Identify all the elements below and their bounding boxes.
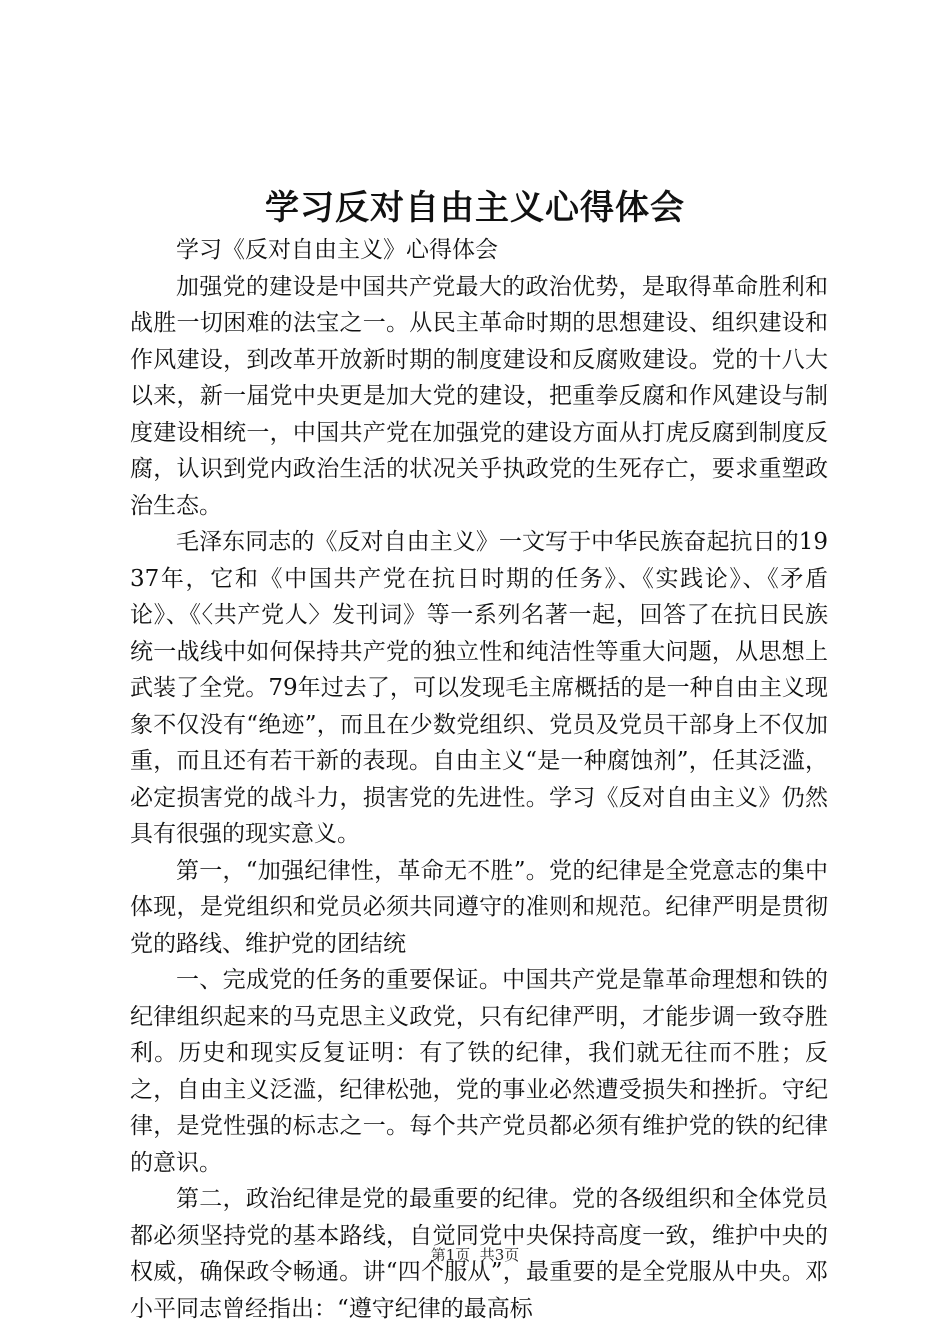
document-body xyxy=(130,232,828,1327)
page-number-footer: 第1页 共3页 xyxy=(430,1246,520,1264)
subtitle-paragraph: 学习《反对自由主义》心得体会 xyxy=(176,237,498,263)
body-paragraph: 毛泽东同志的《反对自由主义》一文写于中华民族奋起抗日的1937年，它和《中国共产党在抗日时期的任务》、《实践论》、《矛盾论》、《〈共产党人〉发刊词》等一系列名著一起，回答了在抗日民族统一战线中如何保持共产党的独立性和纯洁性等重大问题，从思想上武装了全党。79年过去了，可以发现毛主席概括的是一种自由主义现象不仅没有“绝迹”，而且在少数党组织、党员及党员干部身上不仅加重，而且还有若干新的表现。自由主义“是一种腐蚀剂”，任其泛滥，必定损害党的战斗力，损害党的先进性。学习《反对自由主义》仍然具有很强的现实意义。 xyxy=(130,529,828,847)
body-paragraph: 加强党的建设是中国共产党最大的政治优势，是取得革命胜利和战胜一切困难的法宝之一。从民主革命时期的思想建设、组织建设和作风建设，到改革开放新时期的制度建设和反腐败建设。党的十八大以来，新一届党中央更是加大党的建设，把重拳反腐和作风建设与制度建设相统一，中国共产党在加强党的建设方面从打虎反腐到制度反腐，认识到党内政治生活的状况关乎执政党的生死存亡，要求重塑政治生态。 xyxy=(130,273,828,519)
document-title: 学习反对自由主义心得体会 xyxy=(265,188,685,228)
body-paragraph: 第二，政治纪律是党的最重要的纪律。党的各级组织和全体党员都必须坚持党的基本路线，自觉同党中央保持高度一致，维护中央的权威，确保政令畅通。讲“四个服从”，最重要的是全党服从中央。邓小平同志曾经指出：“遵守纪律的最高标 xyxy=(130,1186,828,1322)
body-paragraph: 第一，“加强纪律性，革命无不胜”。党的纪律是全党意志的集中体现，是党组织和党员必须共同遵守的准则和规范。纪律严明是贯彻党的路线、维护党的团结统 xyxy=(130,857,828,957)
body-paragraph: 一、完成党的任务的重要保证。中国共产党是靠革命理想和铁的纪律组织起来的马克思主义政党，只有纪律严明，才能步调一致夺胜利。历史和现实反复证明：有了铁的纪律，我们就无往而不胜；反之，自由主义泛滥，纪律松弛，党的事业必然遭受损失和挫折。守纪律，是党性强的标志之一。每个共产党员都必须有维护党的铁的纪律的意识。 xyxy=(130,967,828,1176)
